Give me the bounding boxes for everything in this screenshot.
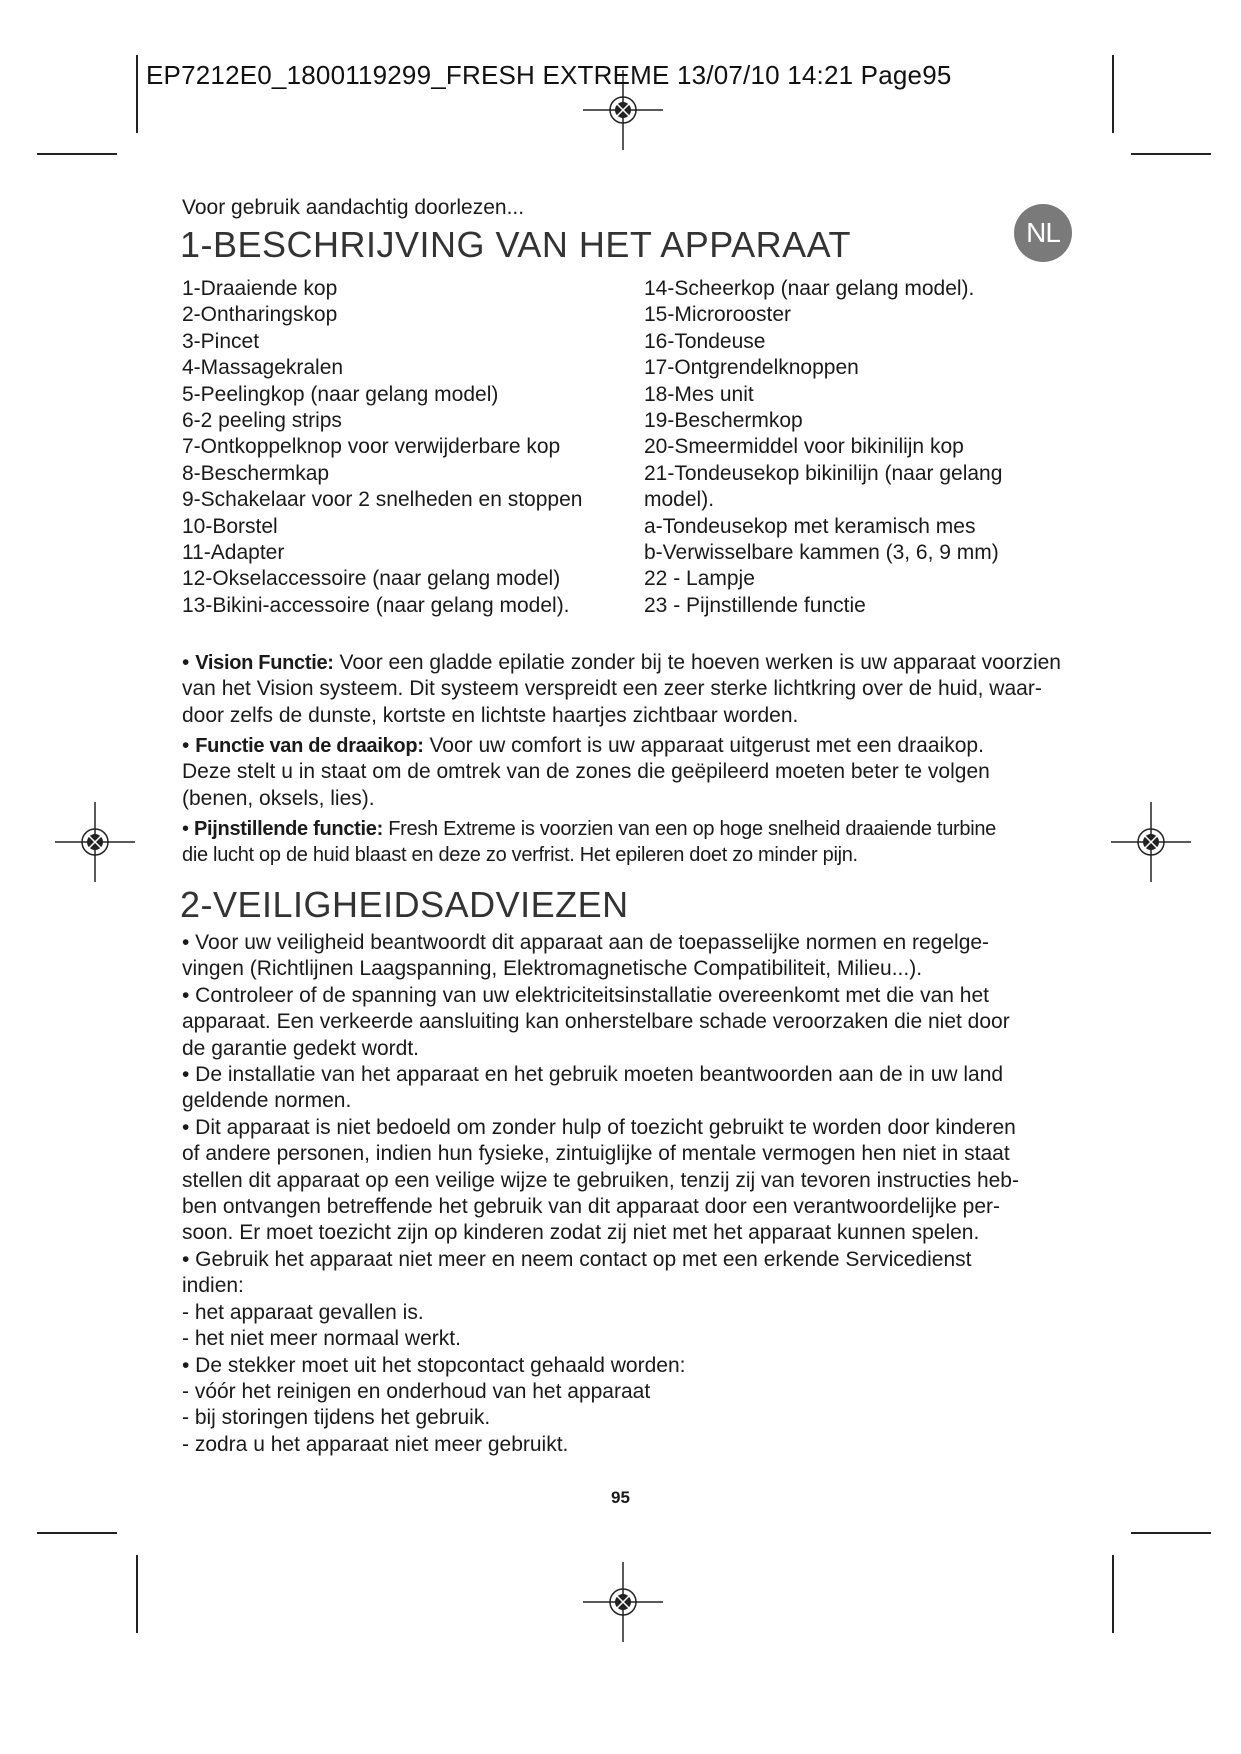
list-item: 22 - Lampje — [644, 567, 755, 591]
list-item: 6-2 peeling strips — [182, 409, 342, 433]
list-item: 18-Mes unit — [644, 382, 754, 406]
crop-mark-bottom-left-vertical — [136, 1555, 138, 1633]
registration-mark-bottom-icon — [583, 1562, 663, 1642]
safety-line: - bij storingen tijdens het gebruik. — [182, 1406, 491, 1430]
feature-line: • Vision Functie: Voor een gladde epilatie zonder bij te hoeven werken is uw apparaat voorzien — [182, 651, 1061, 674]
list-item: 19-Beschermkop — [644, 409, 803, 433]
crop-mark-top-right-vertical — [1112, 55, 1114, 133]
safety-line: geldende normen. — [182, 1089, 352, 1113]
list-item: 20-Smeermiddel voor bikinilijn kop — [644, 435, 964, 459]
safety-line: de garantie gedekt wordt. — [182, 1036, 419, 1060]
list-item: 1-Draaiende kop — [182, 277, 338, 300]
list-item: 21-Tondeusekop bikinilijn (naar gelang — [644, 461, 1003, 485]
list-item: 3-Pincet — [182, 329, 260, 353]
safety-line: - het apparaat gevallen is. — [182, 1300, 424, 1324]
crop-mark-top-left-vertical — [136, 55, 138, 133]
list-item: 14-Scheerkop (naar gelang model). — [644, 277, 975, 300]
feature-line: Deze stelt u in staat om de omtrek van de zones die geëpileerd moeten beter te volgen — [182, 760, 990, 784]
printer-slug: EP7212E0_1800119299_FRESH EXTREME 13/07/10 14:21 Page95 — [146, 60, 952, 90]
list-item: 17-Ontgrendelknoppen — [644, 356, 859, 380]
list-item: model). — [644, 488, 715, 512]
feature-line: door zelfs de dunste, kortste en lichtste haartjes zichtbaar worden. — [182, 703, 799, 727]
safety-line: • De installatie van het apparaat en het gebruik moeten beantwoorden aan de in uw land — [182, 1063, 1004, 1087]
list-item: b-Verwisselbare kammen (3, 6, 9 mm) — [644, 541, 999, 565]
feature-text: Voor een gladde epilatie zonder bij te hoeven werken is uw apparaat voorzien — [339, 651, 1061, 674]
parts-list-left — [182, 276, 582, 619]
list-item: 16-Tondeuse — [644, 329, 766, 353]
feature-rotating-head — [182, 733, 1122, 812]
crop-mark-bottom-left-horizontal — [37, 1532, 117, 1534]
safety-line: • De stekker moet uit het stopcontact gehaald worden: — [182, 1353, 686, 1377]
parts-list-right — [644, 276, 1002, 619]
safety-line: indien: — [182, 1274, 244, 1298]
safety-line: - zodra u het apparaat niet meer gebruikt. — [182, 1432, 569, 1456]
feature-text: Voor uw comfort is uw apparaat uitgerust met een draaikop. — [429, 734, 984, 757]
safety-line: of andere personen, indien hun fysieke, zintuiglijke of mentale vermogen hen niet in staat — [182, 1142, 1010, 1166]
list-item: 7-Ontkoppelknop voor verwijderbare kop — [182, 435, 561, 459]
safety-line: • Controleer of de spanning van uw elektriciteitsinstallatie overeenkomt met die van het — [182, 983, 989, 1007]
crop-mark-bottom-right-horizontal — [1131, 1532, 1211, 1534]
safety-line: apparaat. Een verkeerde aansluiting kan onherstelbare schade veroorzaken die niet door — [182, 1010, 1010, 1034]
crop-mark-top-right-horizontal — [1131, 153, 1211, 155]
list-item: a-Tondeusekop met keramisch mes — [644, 514, 976, 538]
feature-label: Pijnstillende functie: — [193, 818, 383, 840]
safety-line: vingen (Richtlijnen Laagspanning, Elektromagnetische Compatibiliteit, Milieu...). — [182, 957, 923, 981]
list-item: 4-Massagekralen — [182, 356, 344, 380]
language-badge: NL — [1014, 204, 1072, 262]
feature-line: • Pijnstillende functie: Fresh Extreme is voorzien van een op hoge snelheid draaiende turbine — [182, 818, 996, 840]
list-item: 9-Schakelaar voor 2 snelheden en stoppen — [182, 488, 583, 512]
list-item: 5-Peelingkop (naar gelang model) — [182, 382, 499, 406]
feature-line: (benen, oksels, lies). — [182, 786, 375, 810]
feature-text: Fresh Extreme is voorzien van een op hoge snelheid draaiende turbine — [388, 818, 996, 840]
list-item: 8-Beschermkap — [182, 461, 330, 485]
list-item: 13-Bikini-accessoire (naar gelang model). — [182, 593, 570, 617]
section1-title: 1-BESCHRIJVING VAN HET APPARAAT — [180, 224, 851, 265]
feature-line: • Functie van de draaikop: Voor uw comfort is uw apparaat uitgerust met een draaikop. — [182, 734, 984, 757]
feature-line: die lucht op de huid blaast en deze zo verfrist. Het epileren doet zo minder pijn. — [182, 844, 858, 867]
safety-line: - vóór het reinigen en onderhoud van het apparaat — [182, 1379, 651, 1403]
safety-advice — [182, 930, 1122, 1458]
list-item: 2-Ontharingskop — [182, 303, 338, 327]
registration-mark-right-icon — [1111, 802, 1191, 882]
safety-line: soon. Er moet toezicht zijn op kinderen zodat zij niet met het apparaat kunnen spelen. — [182, 1221, 980, 1245]
crop-mark-top-left-horizontal — [37, 153, 117, 155]
feature-vision — [182, 650, 1122, 729]
page-number: 95 — [611, 1488, 630, 1507]
list-item: 11-Adapter — [182, 541, 285, 565]
crop-mark-bottom-right-vertical — [1112, 1555, 1114, 1633]
safety-line: ben ontvangen betreffende het gebruik van dit apparaat door een verantwoordelijke per- — [182, 1195, 1001, 1219]
feature-line: van het Vision systeem. Dit systeem verspreidt een zeer sterke lichtkring over de huid, waar- — [182, 677, 1042, 701]
intro-text: Voor gebruik aandachtig doorlezen... — [182, 196, 525, 219]
safety-line: • Voor uw veiligheid beantwoordt dit apparaat aan de toepasselijke normen en regelge- — [182, 931, 990, 954]
feature-label: Vision Functie: — [195, 652, 334, 674]
list-item: 23 - Pijnstillende functie — [644, 593, 866, 617]
safety-line: • Dit apparaat is niet bedoeld om zonder hulp of toezicht gebruikt te worden door kinderen — [182, 1115, 1016, 1139]
safety-line: - het niet meer normaal werkt. — [182, 1327, 461, 1351]
list-item: 10-Borstel — [182, 514, 278, 538]
section2-title: 2-VEILIGHEIDSADVIEZEN — [180, 884, 629, 925]
safety-line: • Gebruik het apparaat niet meer en neem contact op met een erkende Servicedienst — [182, 1247, 972, 1271]
safety-line: stellen dit apparaat op een veilige wijze te gebruiken, tenzij zij van tevoren instructies heb- — [182, 1168, 1019, 1192]
list-item: 12-Okselaccessoire (naar gelang model) — [182, 567, 561, 591]
feature-label: Functie van de draaikop: — [195, 735, 424, 757]
feature-pain-relief — [182, 816, 1122, 869]
registration-mark-left-icon — [55, 802, 135, 882]
list-item: 15-Microrooster — [644, 303, 792, 327]
